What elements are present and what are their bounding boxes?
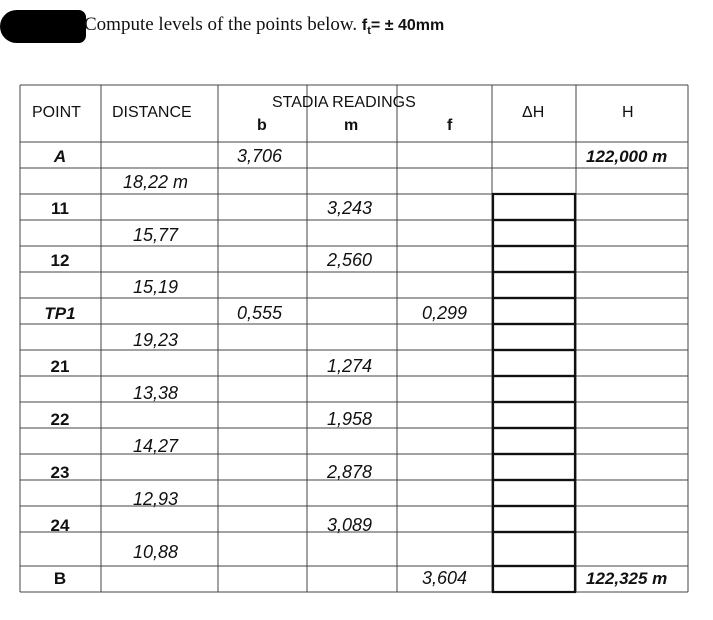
header-point: POINT <box>32 104 81 121</box>
header-distance: DISTANCE <box>112 104 192 121</box>
middle-reading: 3,089 <box>327 515 373 535</box>
backsight-reading: 0,555 <box>237 303 283 323</box>
header-f: f <box>447 117 453 134</box>
distance-value: 12,93 <box>133 489 179 509</box>
point-name: 11 <box>51 199 69 218</box>
height-value: 122,325 m <box>586 569 668 588</box>
header-stadia-readings: STADIA READINGS <box>272 94 416 111</box>
point-name: TP1 <box>44 304 76 323</box>
point-name: 12 <box>50 251 70 270</box>
distance-value: 15,19 <box>133 277 179 297</box>
heading-text: Compute levels of the points below. <box>84 14 358 35</box>
header-delta-h: ΔH <box>522 104 545 121</box>
backsight-reading: 3,706 <box>237 146 283 166</box>
header-b: b <box>257 117 267 134</box>
header-m: m <box>344 117 359 134</box>
middle-reading: 2,560 <box>327 250 373 270</box>
distance-value: 18,22 m <box>123 172 189 192</box>
point-name: 21 <box>50 357 70 376</box>
distance-value: 10,88 <box>133 542 179 562</box>
middle-reading: 1,274 <box>327 356 373 376</box>
distance-value: 14,27 <box>133 436 179 456</box>
point-name: 23 <box>50 463 70 482</box>
point-name: 22 <box>50 410 70 429</box>
point-name: A <box>53 147 67 166</box>
point-name: B <box>53 569 67 588</box>
point-name: 24 <box>50 516 70 535</box>
middle-reading: 1,958 <box>327 409 373 429</box>
tolerance: $f_t= \pm 40mm$ <box>361 17 445 38</box>
distance-value: 15,77 <box>133 225 179 245</box>
foresight-reading: 0,299 <box>422 303 468 323</box>
distance-value: 19,23 <box>133 330 179 350</box>
header-h: H <box>622 104 634 121</box>
distance-value: 13,38 <box>133 383 179 403</box>
foresight-reading: 3,604 <box>422 568 468 588</box>
height-value: 122,000 m <box>586 147 668 166</box>
middle-reading: 3,243 <box>327 198 373 218</box>
middle-reading: 2,878 <box>327 462 373 482</box>
